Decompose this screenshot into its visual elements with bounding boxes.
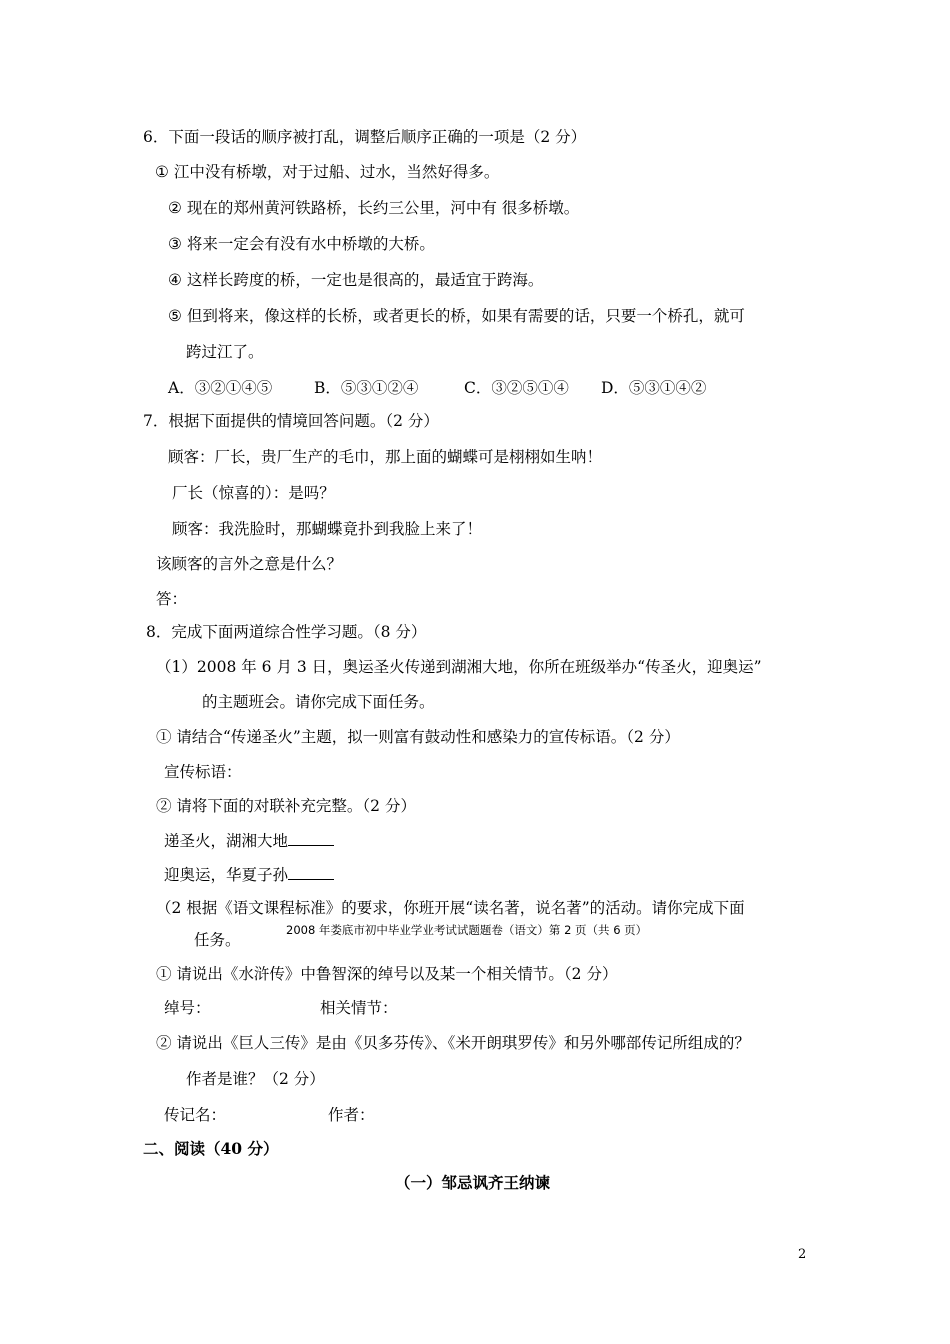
q8-p1-q2: ② 请将下面的对联补充完整。（2 分）	[156, 797, 416, 815]
q7-question: 该顾客的言外之意是什么？	[156, 555, 343, 573]
q7-stem: 7．根据下面提供的情境回答问题。（2 分）	[143, 412, 439, 430]
q8-p1-q1: ① 请结合“传递圣火”主题，拟一则富有鼓动性和感染力的宣传标语。（2 分）	[156, 728, 680, 746]
q6-item-4: ④ 这样长跨度的桥，一定也是很高的，最适宜于跨海。	[168, 271, 544, 289]
section-2-heading: 二、阅读（40 分）	[143, 1139, 279, 1158]
section-2-subheading: （一）邹忌讽齐王纳谏	[395, 1173, 551, 1192]
q8-p2-line2: 任务。	[194, 931, 241, 949]
q8-p2-q2-line1: ② 请说出《巨人三传》是由《贝多芬传》、《米开朗琪罗传》和另外哪部传记所组成的？	[156, 1034, 750, 1052]
couplet-2-text: 迎奥运，华夏子孙	[164, 866, 289, 884]
couplet-1-blank[interactable]	[288, 831, 334, 846]
q8-p2-q1: ① 请说出《水浒传》中鲁智深的绰号以及某一个相关情节。（2 分）	[156, 965, 618, 983]
q7-dialog-1: 顾客：厂长，贵厂生产的毛巾，那上面的蝴蝶可是栩栩如生呐！	[168, 448, 603, 466]
q6-option-b: B．⑤③①②④	[314, 379, 419, 397]
q8-bio-name-label: 传记名：	[164, 1106, 227, 1124]
q8-p1-line2: 的主题班会。请你完成下面任务。	[202, 693, 435, 711]
q8-author-label: 作者：	[328, 1106, 375, 1124]
q8-nickname-label: 绰号：	[164, 999, 211, 1017]
q7-answer-label: 答：	[156, 590, 188, 608]
q6-option-d: D．⑤③①④②	[601, 379, 707, 397]
q7-dialog-2: 厂长（惊喜的）：是吗？	[172, 484, 335, 502]
q6-item-3: ③ 将来一定会有没有水中桥墩的大桥。	[168, 235, 435, 253]
q8-couplet-2	[164, 865, 334, 885]
couplet-1-text: 递圣火，湖湘大地	[164, 832, 289, 850]
q8-plot-label: 相关情节：	[320, 999, 398, 1017]
page-footer: 2008 年娄底市初中毕业学业考试试题题卷（语文）第 2 页（共 6 页）	[286, 923, 648, 937]
q8-p2-q2-line2: 作者是谁？（2 分）	[186, 1070, 325, 1088]
q8-stem: 8．完成下面两道综合性学习题。（8 分）	[146, 623, 427, 641]
q6-option-a: A．③②①④⑤	[168, 379, 273, 397]
q6-item-5-cont: 跨过江了。	[186, 343, 264, 361]
q7-dialog-3: 顾客：我洗脸时，那蝴蝶竟扑到我脸上来了！	[172, 520, 483, 538]
q8-p1-line1: （1）2008 年 6 月 3 日，奥运圣火传递到湖湘大地，你所在班级举办“传圣火，迎奥运”	[156, 658, 762, 676]
q6-stem: 6．下面一段话的顺序被打乱，调整后顺序正确的一项是（2 分）	[143, 128, 587, 146]
q6-item-1: ① 江中没有桥墩，对于过船、过水，当然好得多。	[155, 163, 500, 181]
couplet-2-blank[interactable]	[288, 865, 334, 880]
q8-slogan-label: 宣传标语：	[164, 763, 242, 781]
q6-item-2: ② 现在的郑州黄河铁路桥，长约三公里，河中有 很多桥墩。	[168, 199, 580, 217]
q6-option-c: C．③②⑤①④	[464, 379, 569, 397]
page-number: 2	[798, 1247, 807, 1262]
q6-item-5: ⑤ 但到将来，像这样的长桥，或者更长的桥，如果有需要的话，只要一个桥孔，就可	[168, 307, 745, 325]
q8-couplet-1	[164, 831, 334, 851]
q8-p2-line1: （2 根据《语文课程标准》的要求，你班开展“读名著，说名著”的活动。请你完成下面	[156, 899, 745, 917]
